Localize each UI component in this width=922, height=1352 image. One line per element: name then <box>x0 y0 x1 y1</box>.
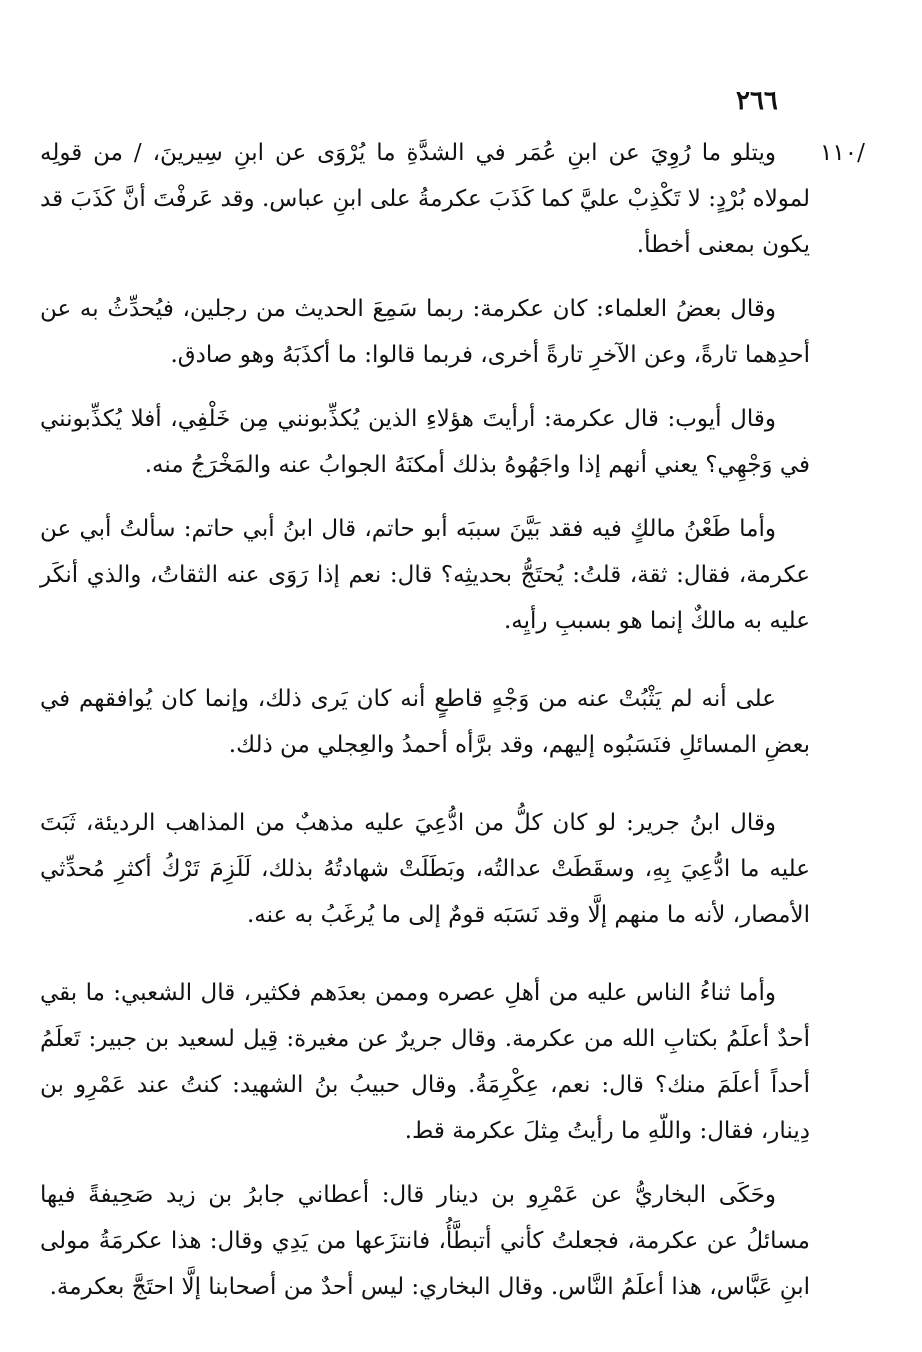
paragraph-4: وأما طَعْنُ مالكٍ فيه فقد بَيَّنَ سببَه أبو حاتم، قال ابنُ أبي حاتم: سألتُ أبي عن عكرمة، فقال: ثقة، قلتُ: يُحتَجُّ بحديثِه؟ قال: نعم إذا رَوَى عنه الثقاتُ، والذي أنكَر عليه به مالكٌ إنما هو بسببِ رأيِه. <box>40 516 810 634</box>
paragraph-6: وقال ابنُ جرير: لو كان كلُّ من ادُّعِيَ عليه مذهبٌ من المذاهب الرديئة، ثَبَتَ عليه ما ادُّعِيَ بِهِ، وسقَطَتْ عدالتُه، وبَطَلَتْ شهادتُهُ بذلك، لَلَزِمَ تَرْكُ أكثرِ مُحدِّثي الأمصار، لأنه ما منهم إلَّا وقد نَسَبَه قومٌ إلى ما يُرغَبُ به عنه. <box>40 810 810 928</box>
paragraph-8: وحَكَى البخاريُّ عن عَمْرِو بن دينار قال: أعطاني جابرُ بن زيد صَحِيفةً فيها مسائلُ عن عكرمة، فجعلتُ كأني أتبطَّأُ، فانتزَعها من يَدِي وقال: هذا عكرمَةُ مولى ابنِ عَبَّاس، هذا أعلَمُ النَّاس. وقال البخاري: ليس أحدٌ من أصحابنا إلَّا احتَجَّ بعكرمة. <box>40 1182 810 1300</box>
page-number: ٢٦٦ <box>736 86 778 116</box>
margin-folio-note: /١١٠ <box>820 140 865 166</box>
paragraph-5: على أنه لم يَثْبُتْ عنه من وَجْهٍ قاطعٍ أنه كان يَرى ذلك، وإنما كان يُوافقهم في بعضِ المسائلِ فنَسَبُوه إليهم، وقد برَّأه أحمدُ والعِجلي من ذلك. <box>40 686 810 758</box>
paragraph-1: ويتلو ما رُوِيَ عن ابنِ عُمَر في الشدَّةِ ما يُرْوَى عن ابنِ سِيرينَ، / من قولِه لمولاه بُرْدٍ: لا تَكْذِبْ عليَّ كما كَذَبَ عكرمةُ على ابنِ عباس. وقد عَرفْتَ أنَّ كَذَبَ قد يكون بمعنى أخطأ. <box>40 140 810 258</box>
paragraph-2: وقال بعضُ العلماء: كان عكرمة: ربما سَمِعَ الحديث من رجلين، فيُحدِّثُ به عن أحدِهما تارةً، وعن الآخرِ تارةً أخرى، فربما قالوا: ما أكذَبَهُ وهو صادق. <box>40 296 810 368</box>
main-text-column <box>40 130 810 1328</box>
paragraph-3: وقال أيوب: قال عكرمة: أرأيتَ هؤلاءِ الذين يُكذِّبونني مِن خَلْفِي، أفلا يُكذِّبونني في وَجْهِي؟ يعني أنهم إذا واجَهُوهُ بذلك أمكنَهُ الجوابُ عنه والمَخْرَجُ منه. <box>40 406 810 478</box>
paragraph-7: وأما ثناءُ الناس عليه من أهلِ عصره وممن بعدَهم فكثير، قال الشعبي: ما بقي أحدٌ أعلَمُ بكتابِ الله من عكرمة. وقال جريرٌ عن مغيرة: قِيل لسعيد بن جبير: تَعلَمُ أحداً أعلَمَ منك؟ قال: نعم، عِكْرِمَةُ. وقال حبيبُ بنُ الشهيد: كنتُ عند عَمْرِو بن دِينار، فقال: واللّهِ ما رأيتُ مِثلَ عكرمة قط. <box>40 980 810 1144</box>
